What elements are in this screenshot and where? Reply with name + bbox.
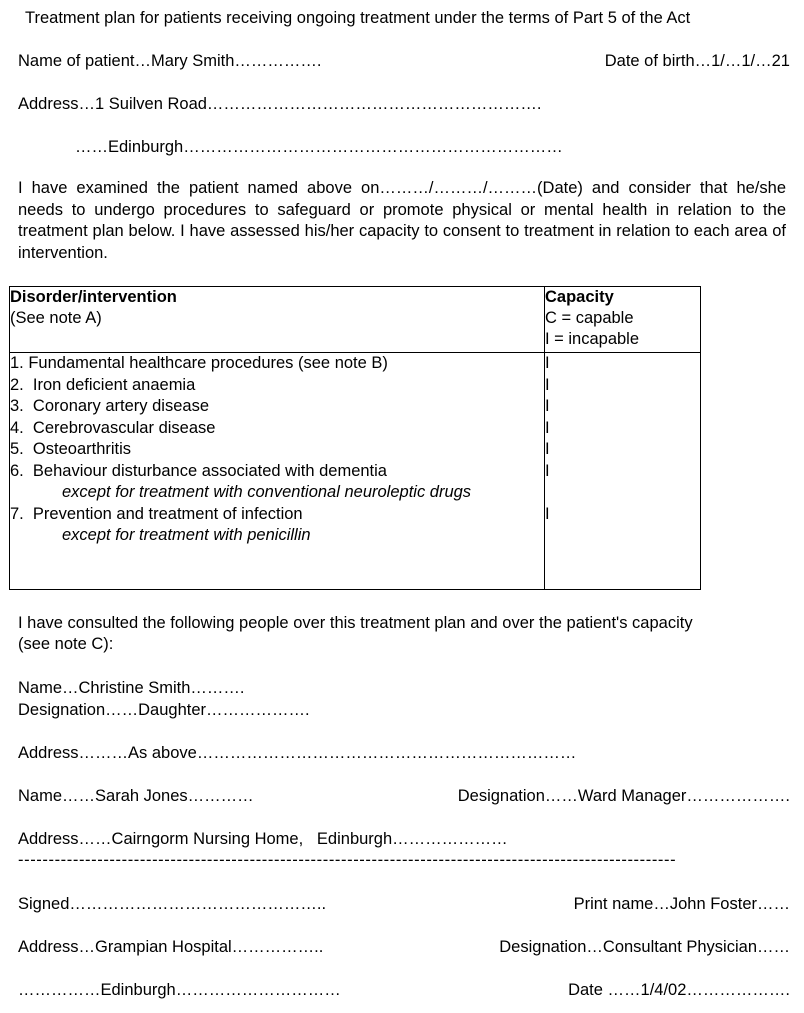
capacity-value: I — [545, 504, 550, 523]
consultee-2-designation: Designation……Ward Manager………………. — [457, 787, 790, 805]
capacity-legend-incapable: I = incapable — [545, 330, 640, 348]
patient-address-line-1: Address…1 Suilven Road……………………………………………………. — [18, 95, 542, 113]
capacity-value — [545, 525, 700, 547]
capacity-value: I — [545, 375, 550, 394]
see-note-a: (See note A) — [10, 309, 102, 327]
interventions-cell — [10, 353, 545, 590]
intervention-item: 2. Iron deficient anaemia — [10, 375, 196, 394]
signer-designation: Designation…Consultant Physician…… — [499, 938, 790, 956]
consultee-2-address: Address……Cairngorm Nursing Home, Edinburgh………………… — [18, 830, 508, 848]
disorder-intervention-header: Disorder/intervention — [10, 288, 177, 306]
signoff-date: Date ……1/4/02………………. — [568, 981, 790, 999]
patient-address-line-2: ……Edinburgh…………………………………………………………… — [75, 138, 563, 156]
consultation-intro-line-2: (see note C): — [18, 635, 114, 653]
capacity-legend-capable: C = capable — [545, 309, 634, 327]
intervention-exception: except for treatment with conventional neuroleptic drugs — [62, 483, 472, 501]
signer-address-line-1: Address…Grampian Hospital…………….. — [18, 938, 324, 956]
capacity-cell — [545, 353, 701, 590]
patient-name-field: Name of patient…Mary Smith……………. — [18, 52, 322, 70]
consultation-intro-line-1: I have consulted the following people over this treatment plan and over the patient's capacity — [18, 614, 693, 632]
capacity-value: I — [545, 354, 550, 372]
signed-field: Signed……………………………………….. — [18, 895, 327, 913]
capacity-header: Capacity — [545, 288, 614, 306]
intervention-item: 3. Coronary artery disease — [10, 397, 210, 415]
intervention-item: 7. Prevention and treatment of infection — [10, 504, 303, 523]
capacity-value: I — [545, 461, 550, 480]
disorder-header-cell — [10, 287, 545, 353]
date-of-birth-field: Date of birth…1/…1/…21 — [604, 52, 790, 70]
print-name-field: Print name…John Foster…… — [573, 895, 790, 913]
consultee-1-name: Name…Christine Smith………. — [18, 679, 245, 697]
consultee-2-name: Name……Sarah Jones………… — [18, 787, 254, 805]
dashed-divider: ------------------------------------------------------------------------------------------------------------ — [18, 851, 677, 869]
capacity-value — [545, 482, 700, 504]
signer-address-line-2: ……………Edinburgh………………………… — [18, 981, 341, 999]
consultee-1-address: Address………As above…………………………………………………………… — [18, 744, 577, 762]
form-title: Treatment plan for patients receiving ongoing treatment under the terms of Part 5 of the Act — [25, 9, 691, 27]
consultee-1-designation: Designation……Daughter………………. — [18, 701, 310, 719]
examination-statement: I have examined the patient named above on………/………/………(Date) and consider that he/she needs to undergo procedures to safeguard or promote physical or mental health in relation to the treatment plan below. I have assessed his/her capacity to consent to treatment in relation to each area of intervention. — [18, 179, 786, 263]
capacity-value: I — [545, 397, 550, 415]
intervention-item: 1. Fundamental healthcare procedures (see note B) — [10, 354, 388, 372]
treatment-plan-table — [9, 286, 701, 590]
intervention-exception: except for treatment with penicillin — [62, 526, 311, 544]
intervention-item: 5. Osteoarthritis — [10, 440, 132, 458]
intervention-item: 4. Cerebrovascular disease — [10, 418, 216, 437]
capacity-value: I — [545, 440, 550, 458]
capacity-header-cell — [545, 287, 701, 353]
intervention-item: 6. Behaviour disturbance associated with dementia — [10, 461, 387, 480]
capacity-value: I — [545, 418, 550, 437]
